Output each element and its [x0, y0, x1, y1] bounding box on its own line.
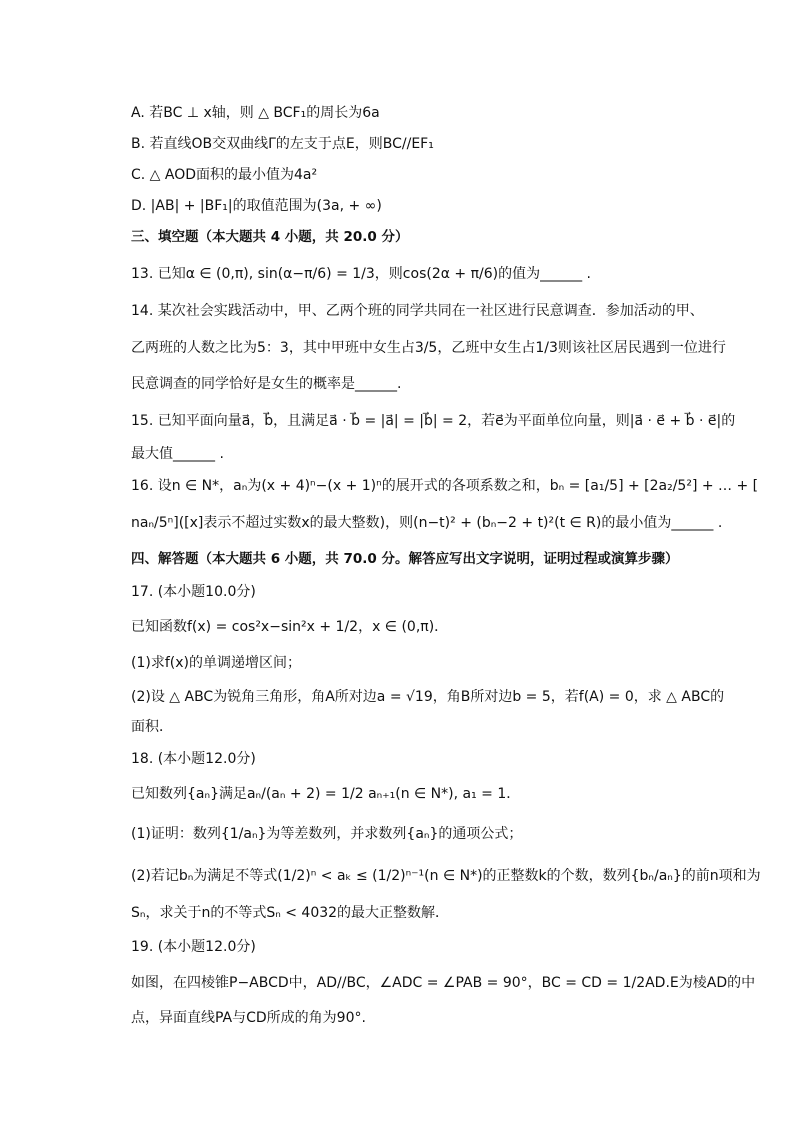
question-17-part-2-line-1: (2)设 △ ABC为锐角三角形，角A所对边a = √19，角B所对边b = 5，若f(A) = 0，求 △ ABC的 [131, 689, 725, 705]
question-18-part-2-line-2: Sₙ，求关于n的不等式Sₙ < 4032的最大正整数解． [131, 905, 450, 921]
question-17-stem: 已知函数f(x) = cos²x−sin²x + 1/2，x ∈ (0,π)． [131, 619, 449, 635]
question-19-stem-line-2: 点，异面直线PA与CD所成的角为90°. [131, 1010, 366, 1026]
question-17-part-1: (1)求f(x)的单调递增区间； [131, 655, 301, 671]
question-17-header: 17. (本小题10.0分) [131, 584, 256, 600]
question-18-header: 18. (本小题12.0分) [131, 751, 256, 767]
option-b: B. 若直线OB交双曲线Γ的左支于点E，则BC//EF₁ [131, 136, 434, 152]
question-14-line-2: 乙两班的人数之比为5：3，其中甲班中女生占3/5，乙班中女生占1/3则该社区居民遇到一位进行 [131, 340, 726, 356]
option-d: D. |AB| + |BF₁|的取值范围为(3a, + ∞) [131, 198, 382, 214]
section-answer-heading: 四、解答题（本大题共 6 小题，共 70.0 分。解答应写出文字说明，证明过程或演算步骤） [131, 551, 679, 567]
question-13: 13. 已知α ∈ (0,π), sin(α−π/6) = 1/3，则cos(2α + π/6)的值为______ . [131, 266, 592, 282]
question-18-part-1: (1)证明：数列{1/aₙ}为等差数列，并求数列{aₙ}的通项公式； [131, 826, 523, 842]
question-19-stem-line-1: 如图，在四棱锥P−ABCD中，AD//BC，∠ADC = ∠PAB = 90°，BC = CD = 1/2AD.E为棱AD的中 [131, 975, 756, 991]
question-15-line-1: 15. 已知平面向量a⃗，b⃗，且满足a⃗ · b⃗ = |a⃗| = |b⃗| = 2，若e⃗为平面单位向量，则|a⃗ · e⃗ + b⃗ · e⃗|的 [131, 413, 736, 429]
question-16-line-2: naₙ/5ⁿ]([x]表示不超过实数x的最大整数)，则(n−t)² + (bₙ−2 + t)²(t ∈ R)的最小值为______ . [131, 515, 723, 531]
question-14-line-1: 14. 某次社会实践活动中，甲、乙两个班的同学共同在一社区进行民意调查．参加活动的甲、 [131, 303, 704, 319]
question-17-part-2-line-2: 面积． [131, 719, 173, 735]
question-15-line-2: 最大值______ . [131, 446, 224, 462]
section-fill-blank-heading: 三、填空题（本大题共 4 小题，共 20.0 分） [131, 229, 409, 245]
question-18-part-2-line-1: (2)若记bₙ为满足不等式(1/2)ⁿ < aₖ ≤ (1/2)ⁿ⁻¹(n ∈ N*)的正整数k的个数，数列{bₙ/aₙ}的前n项和为 [131, 868, 761, 884]
question-16-line-1: 16. 设n ∈ N*，aₙ为(x + 4)ⁿ−(x + 1)ⁿ的展开式的各项系数之和，bₙ = [a₁/5] + [2a₂/5²] + … + [ [131, 478, 759, 494]
question-14-line-3: 民意调查的同学恰好是女生的概率是______. [131, 376, 402, 392]
question-18-stem: 已知数列{aₙ}满足aₙ/(aₙ + 2) = 1/2 aₙ₊₁(n ∈ N*), a₁ = 1． [131, 786, 521, 802]
option-a: A. 若BC ⊥ x轴，则 △ BCF₁的周长为6a [131, 105, 380, 121]
question-19-header: 19. (本小题12.0分) [131, 939, 256, 955]
option-c: C. △ AOD面积的最小值为4a² [131, 167, 318, 183]
